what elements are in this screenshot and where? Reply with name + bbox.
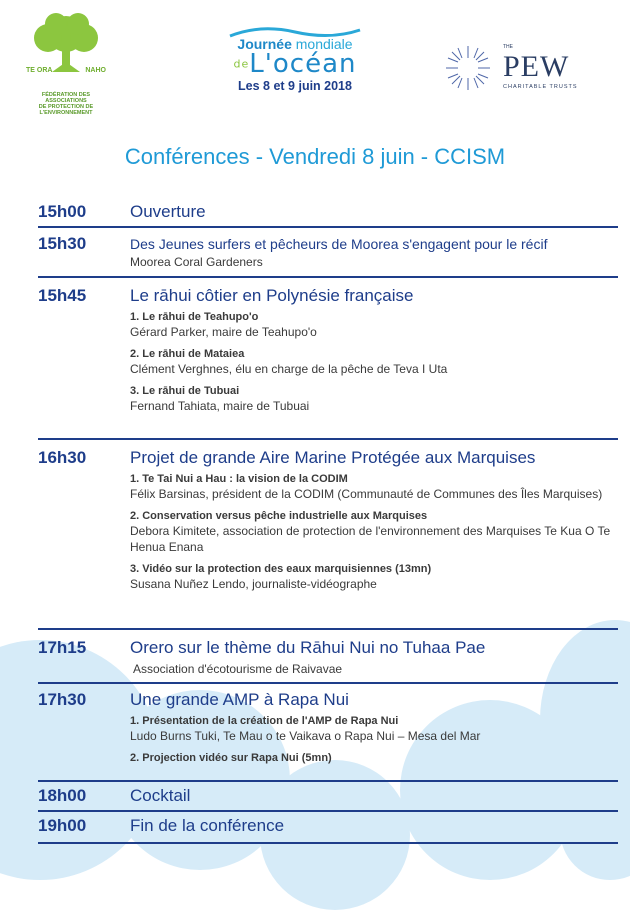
wave-icon [220, 22, 370, 42]
ocean-line [220, 49, 370, 79]
mondiale-word: mondiale [295, 36, 353, 52]
session-heading: Ouverture [130, 202, 206, 221]
session-content [130, 234, 620, 270]
time-slot: 16h30 [38, 448, 87, 467]
item-text: Félix Barsinas, président de la CODIM (Communauté de Communes des Îles Marquises) [130, 487, 603, 501]
time-slot: 15h00 [38, 202, 87, 221]
session-content [130, 202, 620, 222]
session-heading: Orero sur le thème du Rāhui Nui no Tuhaa Pae [130, 638, 486, 657]
time-slot: 17h30 [38, 690, 87, 709]
divider [38, 780, 618, 782]
item-title: 3. Vidéo sur la protection des eaux marquisiennes (13mn) [130, 563, 432, 575]
item-title: 3. Le rāhui de Tubuai [130, 385, 240, 397]
item-title: 2. Projection vidéo sur Rapa Nui (5mn) [130, 752, 332, 764]
divider [38, 628, 618, 630]
session-content [130, 786, 620, 806]
pew-sunburst-icon [440, 40, 496, 96]
session-content [130, 448, 620, 592]
session-content [130, 690, 620, 765]
item-title: 2. Conservation versus pêche industrielle aux Marquises [130, 510, 428, 522]
session-heading: Cocktail [130, 786, 191, 805]
federation-line: DE PROTECTION DE L'ENVIRONNEMENT [38, 104, 94, 116]
logo-name [26, 67, 106, 74]
page-title: Conférences - Vendredi 8 juin - CCISM [124, 144, 506, 169]
logo-name-left: TE ORA [26, 67, 53, 74]
divider [38, 438, 618, 440]
item-title: 2. Le rāhui de Mataiea [130, 348, 245, 360]
pew-name: PEW [503, 50, 570, 83]
ocean-word: L'océan [249, 49, 357, 79]
session-heading: Fin de la conférence [130, 816, 285, 835]
pew-the: THE [503, 44, 513, 50]
item-text: Fernand Tahiata, maire de Tubuai [130, 399, 310, 413]
time-slot: 18h00 [38, 786, 87, 805]
federation-line: FÉDÉRATION DES ASSOCIATIONS [41, 92, 91, 104]
event-dates: Les 8 et 9 juin 2018 [238, 78, 352, 93]
te-ora-naho-logo [22, 12, 110, 116]
divider [38, 226, 618, 228]
session-heading: Projet de grande Aire Marine Protégée aux Marquises [130, 448, 536, 467]
session-content [130, 816, 620, 836]
time-slot: 15h30 [38, 234, 87, 253]
item-text: Clément Verghnes, élu en charge de la pêche de Teva I Uta [130, 362, 448, 376]
de-word: de [233, 57, 250, 71]
pew-subtitle: CHARITABLE TRUSTS [503, 84, 578, 90]
session-subtitle: Moorea Coral Gardeners [130, 255, 263, 269]
divider [38, 276, 618, 278]
logo-name-right: NAHO [85, 67, 106, 74]
item-title: 1. Présentation de la création de l'AMP de Rapa Nui [130, 715, 399, 727]
journee-mondiale-logo [220, 18, 370, 108]
time-slot: 17h15 [38, 638, 87, 657]
divider [38, 682, 618, 684]
time-slot: 19h00 [38, 816, 87, 835]
session-subtitle: Association d'écotourisme de Raivavae [133, 662, 343, 676]
divider [38, 810, 618, 812]
time-slot: 15h45 [38, 286, 87, 305]
item-text: Susana Nuñez Lendo, journaliste-vidéographe [130, 577, 377, 591]
divider [38, 842, 618, 844]
pew-logo [440, 40, 610, 100]
session-heading: Une grande AMP à Rapa Nui [130, 690, 349, 709]
item-text: Gérard Parker, maire de Teahupo'o [130, 325, 317, 339]
header [0, 0, 630, 115]
item-text: Ludo Burns Tuki, Te Mau o te Vaikava o Rapa Nui – Mesa del Mar [130, 729, 481, 743]
item-text: Debora Kimitete, association de protection de l'environnement des Marquises Te Kua O Te Henua Enana [130, 524, 611, 554]
federation-text [22, 92, 110, 116]
session-heading: Des Jeunes surfers et pêcheurs de Moorea s'engagent pour le récif [130, 236, 548, 252]
item-title: 1. Te Tai Nui a Hau : la vision de la CODIM [130, 473, 348, 485]
session-content [130, 286, 620, 414]
session-content [130, 638, 620, 677]
journee-word: Journée [237, 36, 292, 52]
item-title: 1. Le rāhui de Teahupo'o [130, 311, 259, 323]
tree-icon [22, 12, 110, 92]
session-heading: Le rāhui côtier en Polynésie française [130, 286, 414, 305]
